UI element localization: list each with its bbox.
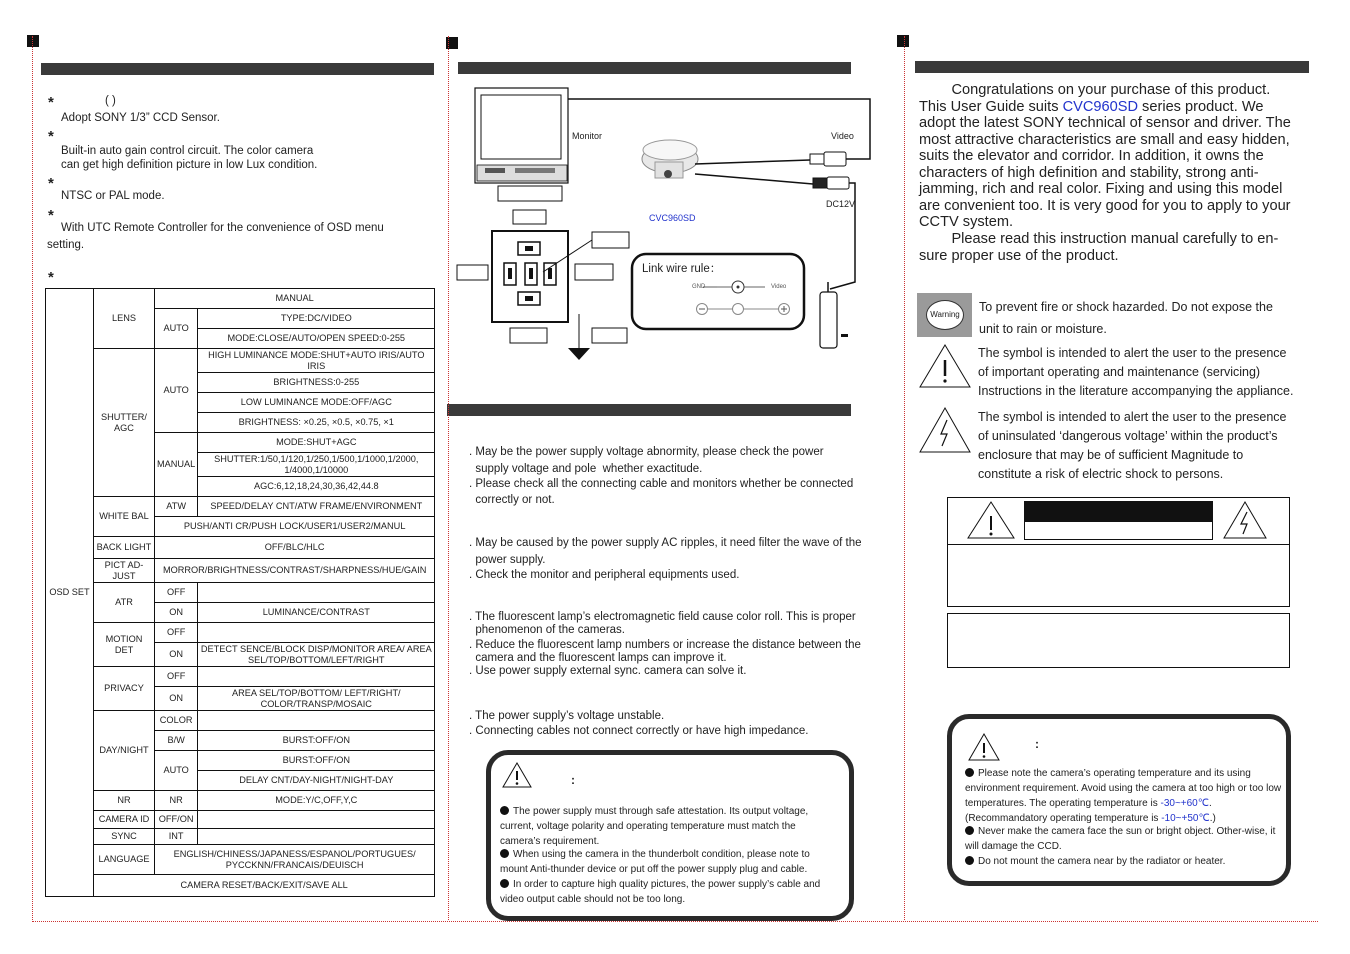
caution-triangle-icon xyxy=(501,761,533,789)
table-cell: BRIGHTNESS: ×0.25, ×0.5, ×0.75, ×1 xyxy=(198,413,435,433)
table-cell: ON xyxy=(155,603,198,623)
table-cell: OFF xyxy=(155,667,198,687)
table-cell: CAMERA ID xyxy=(94,811,155,829)
table-cell: TYPE:DC/VIDEO xyxy=(198,309,435,329)
header-bar-connection xyxy=(458,62,851,74)
note-item: Please note the camera’s operating temperature and its using environment requirement. Avoid using the camera at too high or too low temperatures. The operating temperature is -30~+60℃. (Recommandatory operating temperature is -10~+50℃.) xyxy=(965,768,1282,824)
video-label: Video xyxy=(831,131,854,141)
feature-text: can get high definition picture in low Lux condition. xyxy=(61,159,318,171)
table-cell: MOTION DET xyxy=(94,623,155,667)
table-cell: ATR xyxy=(94,583,155,623)
info-box xyxy=(947,613,1290,668)
rear-panel-icon xyxy=(492,231,568,322)
table-cell: BURST:OFF/ON xyxy=(198,751,435,771)
table-cell: AUTO xyxy=(155,349,198,433)
shutter-agc-cell: SHUTTER/ AGC xyxy=(94,349,155,497)
table-cell: DELAY CNT/DAY-NIGHT/NIGHT-DAY xyxy=(198,771,435,791)
troubleshoot-line: supply voltage and pole whether exactitude. xyxy=(469,463,703,475)
header-bar-intro xyxy=(915,61,1309,73)
table-cell: COLOR xyxy=(155,711,198,731)
troubleshoot-line: . May be the power supply voltage abnormity, please check the power xyxy=(469,446,824,458)
page-border-left xyxy=(32,36,33,920)
table-cell: PICT AD-JUST xyxy=(94,559,155,583)
table-cell xyxy=(198,583,435,603)
table-cell: SHUTTER:1/50,1/120,1/250,1/500,1/1000,1/2000, 1/4000,1/10000 xyxy=(198,453,435,477)
table-cell: NR xyxy=(94,791,155,811)
table-cell: PRIVACY xyxy=(94,667,155,711)
page-border-bottom xyxy=(32,921,1318,922)
caution-label-bar xyxy=(1024,501,1213,521)
power-connector-icon xyxy=(695,174,849,189)
table-cell: BURST:OFF/ON xyxy=(198,731,435,751)
warning-text: To prevent fire or shock hazarded. Do not expose the unit to rain or moisture. xyxy=(979,300,1273,336)
table-cell: SYNC xyxy=(94,829,155,845)
note-item: Do not mount the camera near by the radiator or heater. xyxy=(965,854,1283,869)
troubleshoot-line: camera and the fluorescent lamps can improve it. xyxy=(469,652,727,664)
feature-heading: ( ) xyxy=(105,95,116,107)
table-cell: CAMERA RESET/BACK/EXIT/SAVE ALL xyxy=(94,875,435,897)
intro-paragraph-2: Please read this instruction manual carefully to en-sure proper use of the product. xyxy=(919,231,1279,264)
table-cell: MANUAL xyxy=(155,289,435,309)
table-cell: MODE:SHUT+AGC xyxy=(198,433,435,453)
header-bar-features xyxy=(41,63,434,75)
table-cell: PUSH/ANTI CR/PUSH LOCK/USER1/USER2/MANUL xyxy=(155,517,435,537)
feature-text: Built-in auto gain control circuit. The color camera xyxy=(61,145,314,157)
symbol-description-2: The symbol is intended to alert the user to the presence of uninsulated ‘dangerous voltage’ within the product’s enclosure that may be of sufficient Magnitude to constitute a risk of electric shock to persons. xyxy=(978,410,1287,481)
dc12v-label: DC12V xyxy=(826,199,856,209)
lightning-triangle-icon xyxy=(1222,500,1268,540)
feature-text: Adopt SONY 1/3” CCD Sensor. xyxy=(61,112,220,124)
link-wire-rule-title: Link wire rule： xyxy=(642,263,722,275)
table-cell: ON xyxy=(155,687,198,711)
table-cell: WHITE BAL xyxy=(94,497,155,537)
feature-bullet: * xyxy=(48,175,54,192)
table-cell: AGC:6,12,18,24,30,36,42,44.8 xyxy=(198,477,435,497)
table-cell xyxy=(198,711,435,731)
table-cell: OFF/BLC/HLC xyxy=(155,537,435,559)
table-cell: LUMINANCE/CONTRAST xyxy=(198,603,435,623)
table-cell: DAY/NIGHT xyxy=(94,711,155,791)
osd-menu-table xyxy=(45,288,435,897)
video-connector-icon xyxy=(695,152,846,166)
table-cell: INT xyxy=(155,829,198,845)
table-cell: MODE:Y/C,OFF,Y,C xyxy=(198,791,435,811)
troubleshoot-line: . Please check all the connecting cable and monitors whether be connected xyxy=(469,478,854,490)
note-colon: : xyxy=(1035,737,1039,751)
table-cell: MANUAL xyxy=(155,433,198,497)
note-item: Never make the camera face the sun or bright object. Other-wise, it will damage the CCD. xyxy=(965,826,1276,852)
troubleshoot-line: phenomenon of the cameras. xyxy=(469,624,625,636)
ground-icon xyxy=(568,314,590,360)
table-cell: ATW xyxy=(155,497,198,517)
table-cell: SPEED/DELAY CNT/ATW FRAME/ENVIRONMENT xyxy=(198,497,435,517)
exclamation-triangle-icon xyxy=(966,500,1016,540)
troubleshoot-line: . Connecting cables not connect correctly or have high impedance. xyxy=(469,725,809,737)
table-cell: HIGH LUMINANCE MODE:SHUT+AUTO IRIS/AUTO IRIS xyxy=(198,349,435,373)
feature-bullet: * xyxy=(48,94,54,111)
intro-paragraph: Congratulations on your purchase of this product. This User Guide suits CVC960SD series product. We adopt the latest SONY technical of sensor and driver. The most attractive characteristics are small and easy hidden, suits the elevator and corridor. In addition, it owns the characters of high definition and stability, strong anti-jamming, rich and real color. Fixing and using this model are convenient too. It is very good for you to apply to your CCTV system. xyxy=(919,82,1291,230)
gnd-label: GND xyxy=(692,284,706,290)
symbol-description-1: The symbol is intended to alert the user to the presence of important operating and maintenance (servicing) Instructions in the literature accompanying the appliance. xyxy=(978,346,1294,398)
table-cell xyxy=(198,623,435,643)
power-adapter-icon xyxy=(820,282,848,348)
warning-badge xyxy=(917,293,972,337)
table-cell: BACK LIGHT xyxy=(94,537,155,559)
header-bar-troubleshoot xyxy=(447,404,851,416)
warning-label: Warning xyxy=(926,300,964,330)
table-cell: LANGUAGE xyxy=(94,845,155,875)
feature-bullet: * xyxy=(48,128,54,145)
exclamation-triangle-icon xyxy=(918,343,972,389)
table-cell: LOW LUMINANCE MODE:OFF/AGC xyxy=(198,393,435,413)
feature-text: setting. xyxy=(47,239,85,251)
table-cell: B/W xyxy=(155,731,198,751)
table-cell xyxy=(198,667,435,687)
caution-sub-bar xyxy=(1024,521,1213,540)
troubleshoot-line: . Check the monitor and peripheral equipments used. xyxy=(469,569,740,581)
connection-diagram xyxy=(455,82,875,382)
troubleshoot-line: . The fluorescent lamp’s electromagnetic field cause color roll. This is proper xyxy=(469,611,856,623)
monitor-icon xyxy=(475,88,568,183)
feature-bullet: * xyxy=(48,207,54,224)
table-cell: AUTO xyxy=(155,309,198,349)
monitor-label: Monitor xyxy=(572,131,603,141)
caution-item: When using the camera in the thunderbolt condition, please note to mount Anti-thunder device or put off the power supply plug and cable. xyxy=(500,849,810,875)
table-cell: AUTO xyxy=(155,751,198,791)
column-divider xyxy=(904,36,905,920)
column-divider xyxy=(448,36,449,920)
troubleshoot-line: power supply. xyxy=(469,554,546,566)
table-cell xyxy=(198,811,435,829)
table-cell: DETECT SENCE/BLOCK DISP/MONITOR AREA/ AREA SEL/TOP/BOTTOM/LEFT/RIGHT xyxy=(198,643,435,667)
video-small-label: Video xyxy=(771,284,787,290)
table-cell: MODE:CLOSE/AUTO/OPEN SPEED:0-255 xyxy=(198,329,435,349)
troubleshoot-line: correctly or not. xyxy=(469,494,555,506)
lens-cell: LENS xyxy=(94,289,155,349)
caution-colon: : xyxy=(571,773,575,787)
table-cell: MORROR/BRIGHTNESS/CONTRAST/SHARPNESS/HUE/GAIN xyxy=(155,559,435,583)
caution-triangle-icon xyxy=(967,732,1001,762)
troubleshoot-line: . May be caused by the power supply AC ripples, it need filter the wave of the xyxy=(469,537,862,549)
table-cell: OFF xyxy=(155,623,198,643)
feature-text: With UTC Remote Controller for the convenience of OSD menu xyxy=(61,222,384,234)
table-cell xyxy=(198,829,435,845)
troubleshoot-line: . The power supply’s voltage unstable. xyxy=(469,710,665,722)
section-marker-left xyxy=(27,35,39,47)
table-cell: OFF/ON xyxy=(155,811,198,829)
feature-bullet: * xyxy=(48,269,54,286)
feature-text: NTSC or PAL mode. xyxy=(61,190,165,202)
model-label: CVC960SD xyxy=(649,213,696,223)
table-cell: AREA SEL/TOP/BOTTOM/ LEFT/RIGHT/ COLOR/TRANSP/MOSAIC xyxy=(198,687,435,711)
lightning-triangle-icon xyxy=(918,406,972,454)
camera-icon xyxy=(642,140,698,178)
table-cell: NR xyxy=(155,791,198,811)
osd-set-cell: OSD SET xyxy=(46,289,94,897)
table-cell: ON xyxy=(155,643,198,667)
troubleshoot-line: . Use power supply external sync. camera can solve it. xyxy=(469,665,747,677)
section-marker-right xyxy=(897,35,909,47)
caution-item: The power supply must through safe attestation. Its output voltage, current, voltage polarity and operating temperature must match the camera’s requirement. xyxy=(500,806,809,847)
troubleshoot-line: . Reduce the fluorescent lamp numbers or increase the distance between the xyxy=(469,639,861,651)
table-cell: BRIGHTNESS:0-255 xyxy=(198,373,435,393)
caution-item: In order to capture high quality pictures, the power supply’s cable and video output cable should not be too long. xyxy=(500,879,821,905)
table-cell: OFF xyxy=(155,583,198,603)
table-cell: ENGLISH/CHINESS/JAPANESS/ESPANOL/PORTUGUES/ PYCCKNN/FRANCAIS/DEUISCH xyxy=(155,845,435,875)
